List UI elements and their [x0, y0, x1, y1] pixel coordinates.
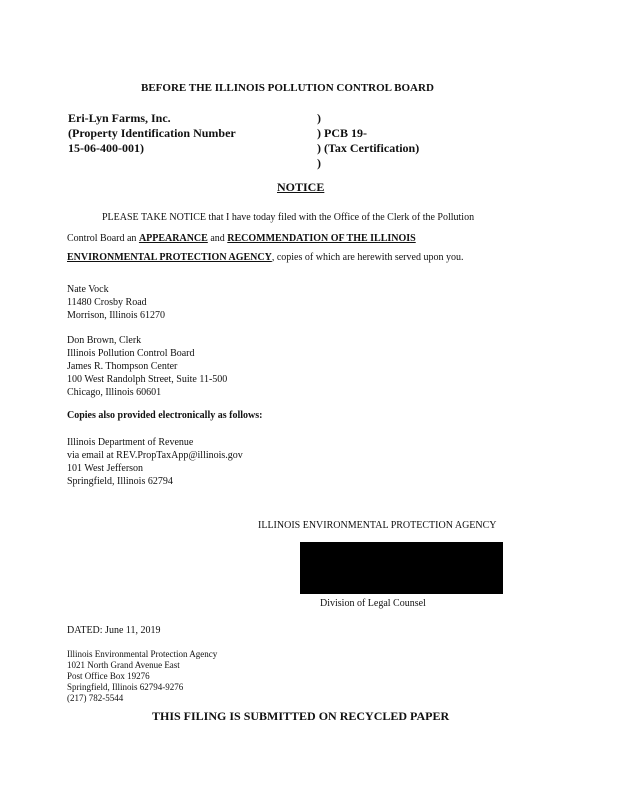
recipient-line: 100 West Randolph Street, Suite 11-500	[67, 374, 228, 385]
recipient-line: 11480 Crosby Road	[67, 297, 147, 308]
caption-bracket: )	[317, 156, 321, 170]
address-line: Illinois Environmental Protection Agency	[67, 649, 218, 659]
phone-number: (217) 782-5544	[67, 693, 124, 703]
case-type: ) (Tax Certification)	[317, 141, 420, 155]
case-number: ) PCB 19-	[317, 126, 367, 140]
notice-text: and	[207, 233, 228, 244]
recycled-paper-note: THIS FILING IS SUBMITTED ON RECYCLED PAPER	[152, 709, 450, 723]
electronic-recipient-block	[67, 436, 243, 488]
caption-bracket: )	[317, 111, 321, 125]
recipient-block-1	[67, 283, 165, 322]
party-name: Eri-Lyn Farms, Inc.	[68, 111, 171, 125]
recipient-line: Morrison, Illinois 61270	[67, 310, 166, 321]
recipient-line: Springfield, Illinois 62794	[67, 476, 173, 487]
case-caption-right	[317, 111, 419, 171]
property-id-label: (Property Identification Number	[68, 126, 236, 140]
footer-address	[67, 649, 217, 704]
notice-line-3	[67, 252, 463, 263]
page-title: BEFORE THE ILLINOIS POLLUTION CONTROL BOARD	[141, 82, 434, 94]
recipient-line: Illinois Pollution Control Board	[67, 348, 195, 359]
signature-agency: ILLINOIS ENVIRONMENTAL PROTECTION AGENCY	[258, 520, 497, 531]
recommendation-document: RECOMMENDATION OF THE ILLINOIS	[227, 233, 416, 244]
notice-line-2	[67, 233, 416, 244]
date-line: DATED: June 11, 2019	[67, 625, 161, 636]
notice-heading: NOTICE	[277, 180, 325, 194]
recipient-email: via email at REV.PropTaxApp@illinois.gov	[67, 450, 243, 461]
notice-text: , copies of which are herewith served upon you.	[271, 252, 464, 263]
recipient-line: Don Brown, Clerk	[67, 335, 142, 346]
address-line: 1021 North Grand Avenue East	[67, 660, 180, 670]
agency-name: ENVIRONMENTAL PROTECTION AGENCY	[67, 252, 272, 263]
redaction-box	[300, 542, 503, 594]
recipient-block-2	[67, 334, 227, 399]
address-line: Post Office Box 19276	[67, 671, 150, 681]
signature-division: Division of Legal Counsel	[320, 598, 426, 609]
electronic-copies-heading: Copies also provided electronically as follows:	[67, 410, 263, 421]
notice-text: Control Board an	[67, 233, 139, 244]
recipient-line: Chicago, Illinois 60601	[67, 387, 162, 398]
recipient-line: James R. Thompson Center	[67, 361, 178, 372]
recipient-line: Nate Vock	[67, 284, 109, 295]
appearance-document: APPEARANCE	[138, 233, 208, 244]
address-line: Springfield, Illinois 62794-9276	[67, 682, 184, 692]
notice-line-1: PLEASE TAKE NOTICE that I have today filed with the Office of the Clerk of the Pollution	[102, 212, 475, 223]
case-caption-left	[68, 111, 236, 156]
property-id-number: 15-06-400-001)	[68, 141, 144, 155]
recipient-line: 101 West Jefferson	[67, 463, 144, 474]
recipient-line: Illinois Department of Revenue	[67, 437, 194, 448]
